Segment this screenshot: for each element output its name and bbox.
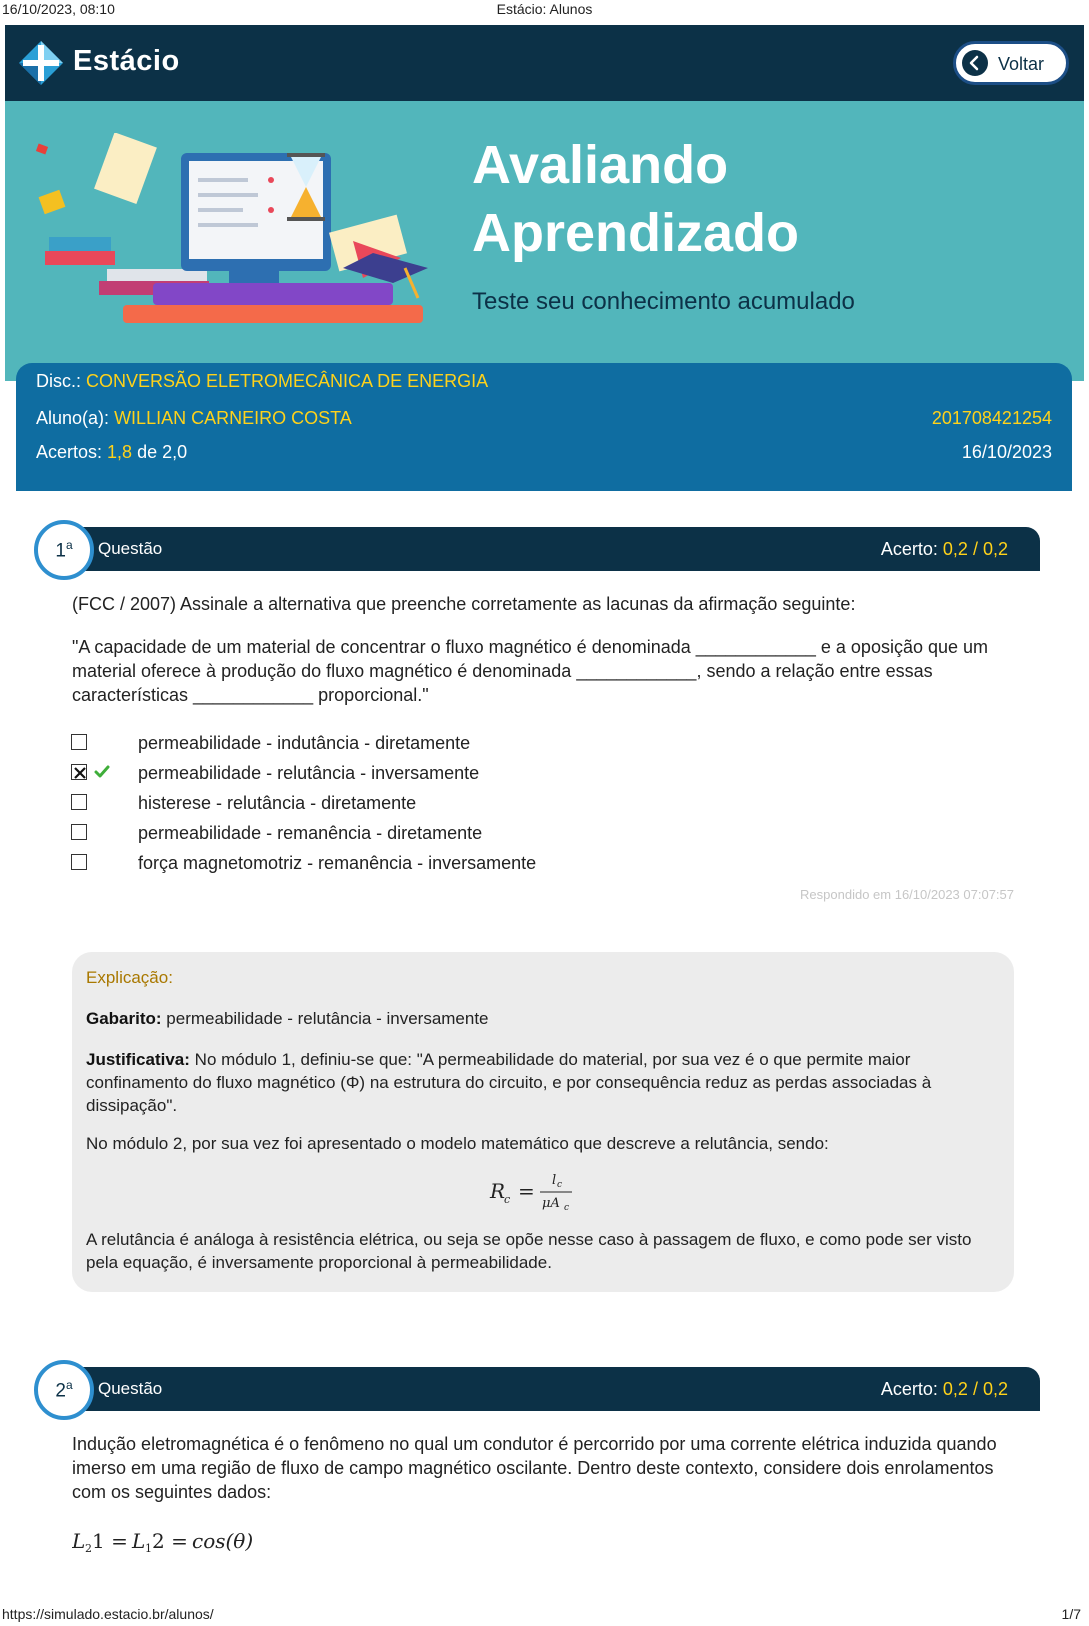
explanation-panel bbox=[72, 952, 1014, 1292]
score-value: 1,8 bbox=[107, 442, 133, 462]
score-total: de 2,0 bbox=[137, 442, 188, 462]
svg-text:L: L bbox=[72, 1529, 86, 1553]
svg-text:L: L bbox=[132, 1529, 146, 1553]
svg-text:c: c bbox=[504, 1193, 511, 1206]
svg-text:=: = bbox=[518, 1179, 535, 1203]
question-2-intro: Indução eletromagnética é o fenômeno no qual um condutor é percorrido por uma corrente elétrica induzida quando imerso em uma região de fluxo de campo magnético oscilante. Dentro deste contexto, considere dois enrolamentos com os seguintes dados: bbox=[72, 1434, 997, 1502]
svg-text:c: c bbox=[564, 1203, 570, 1213]
discipline-row bbox=[36, 371, 488, 392]
question-1-header bbox=[70, 527, 1040, 571]
discipline-value: CONVERSÃO ELETROMECÂNICA DE ENERGIA bbox=[86, 371, 489, 391]
print-title: Estácio: Alunos bbox=[496, 1, 593, 17]
option-checkbox[interactable] bbox=[71, 794, 87, 810]
question-1-intro: (FCC / 2007) Assinale a alternativa que preenche corretamente as lacunas da afirmação seguinte: bbox=[72, 594, 856, 614]
question-2-number-badge: 2$^a$ bbox=[34, 1360, 94, 1420]
gabarito-paragraph: Gabarito: permeabilidade - relutância - inversamente bbox=[86, 1009, 489, 1028]
top-navbar bbox=[5, 25, 1084, 101]
banner-title-line1: Avaliando bbox=[472, 135, 729, 195]
svg-text:R: R bbox=[490, 1179, 506, 1203]
question-1-score: Acerto: 0,2 / 0,2 bbox=[880, 539, 1008, 559]
student-row bbox=[36, 408, 352, 429]
answered-timestamp: Respondido em 16/10/2023 07:07:57 bbox=[800, 887, 1014, 902]
question-1-statement: "A capacidade de um material de concentrar o fluxo magnético é denominada ____________ e a oposição que um material oferece à produção do fluxo magnético é denominada ____________, sendo a relação entre essas características ____________ proporcional." bbox=[72, 637, 989, 705]
estacio-logo-icon bbox=[17, 39, 65, 87]
banner-subtitle: Teste seu conhecimento acumulado bbox=[472, 288, 855, 315]
score-row bbox=[36, 442, 187, 463]
option-checkbox-checked[interactable] bbox=[71, 764, 87, 780]
option-label: histerese - relutância - diretamente bbox=[138, 793, 417, 813]
option-label: permeabilidade - relutância - inversamente bbox=[138, 763, 480, 783]
option-label: permeabilidade - indutância - diretamente bbox=[138, 733, 471, 753]
banner-title-line2: Aprendizado bbox=[472, 203, 800, 263]
module2-paragraph: No módulo 2, por sua vez foi apresentado o modelo matemático que descreve a relutância, sendo: bbox=[86, 1134, 829, 1153]
study-illustration-icon bbox=[33, 133, 453, 328]
option-checkbox[interactable] bbox=[71, 734, 87, 750]
print-url: https://simulado.estacio.br/alunos/ bbox=[2, 1606, 214, 1622]
svg-text:1 =: 1 = bbox=[92, 1529, 128, 1553]
student-info-panel bbox=[16, 363, 1072, 491]
question-2-label: Questão bbox=[98, 1379, 163, 1398]
chevron-left-icon bbox=[962, 50, 988, 76]
reluctance-formula-icon bbox=[482, 1166, 602, 1214]
option-checkbox[interactable] bbox=[71, 824, 87, 840]
svg-text:2 =: 2 = bbox=[152, 1529, 188, 1553]
print-page: 1/7 bbox=[1061, 1606, 1081, 1622]
svg-text:2: 2 bbox=[85, 1542, 92, 1555]
back-button[interactable] bbox=[953, 41, 1069, 85]
discipline-label: Disc.: bbox=[36, 371, 81, 391]
brand-name: Estácio bbox=[73, 45, 180, 77]
print-header bbox=[0, 0, 1089, 22]
print-footer bbox=[0, 1605, 1089, 1626]
score-label: Acertos: bbox=[36, 442, 103, 462]
svg-text:cos(θ): cos(θ) bbox=[192, 1529, 254, 1553]
explanation-heading: Explicação: bbox=[86, 968, 173, 987]
question-1-label: Questão bbox=[98, 539, 163, 558]
student-id: 201708421254 bbox=[931, 408, 1052, 428]
correct-check-icon bbox=[94, 765, 110, 779]
question-2-header bbox=[70, 1367, 1040, 1411]
option-checkbox[interactable] bbox=[71, 854, 87, 870]
svg-text:1: 1 bbox=[145, 1542, 152, 1555]
print-datetime: 16/10/2023, 08:10 bbox=[2, 1, 115, 17]
question-2-score: Acerto: 0,2 / 0,2 bbox=[880, 1379, 1008, 1399]
svg-text:l: l bbox=[552, 1173, 557, 1188]
question-1-number-badge: 1$^a$ bbox=[34, 520, 94, 580]
student-name: WILLIAN CARNEIRO COSTA bbox=[114, 408, 352, 428]
option-label: força magnetomotriz - remanência - inversamente bbox=[138, 853, 537, 873]
svg-text:c: c bbox=[557, 1180, 563, 1190]
back-button-label: Voltar bbox=[998, 54, 1045, 74]
hero-banner bbox=[5, 101, 1084, 381]
svg-text:μA: μA bbox=[542, 1196, 560, 1211]
student-label: Aluno(a): bbox=[36, 408, 110, 428]
exam-date: 16/10/2023 bbox=[961, 442, 1052, 462]
inductance-formula-icon bbox=[72, 1522, 272, 1558]
banner-title bbox=[472, 131, 799, 267]
justificativa-paragraph: Justificativa: No módulo 1, definiu-se que: "A permeabilidade do material, por sua vez é o que permite maior confinamento do fluxo magnético (Φ) na estrutura do circuito, e por consequência reduz as perdas associadas à dissipação". bbox=[86, 1050, 932, 1115]
conclusion-paragraph: A relutância é análoga à resistência elétrica, ou seja se opõe nesse caso à passagem de fluxo, e como pode ser visto pela equação, é inversamente proporcional à permeabilidade. bbox=[86, 1230, 972, 1272]
option-label: permeabilidade - remanência - diretamente bbox=[138, 823, 483, 843]
